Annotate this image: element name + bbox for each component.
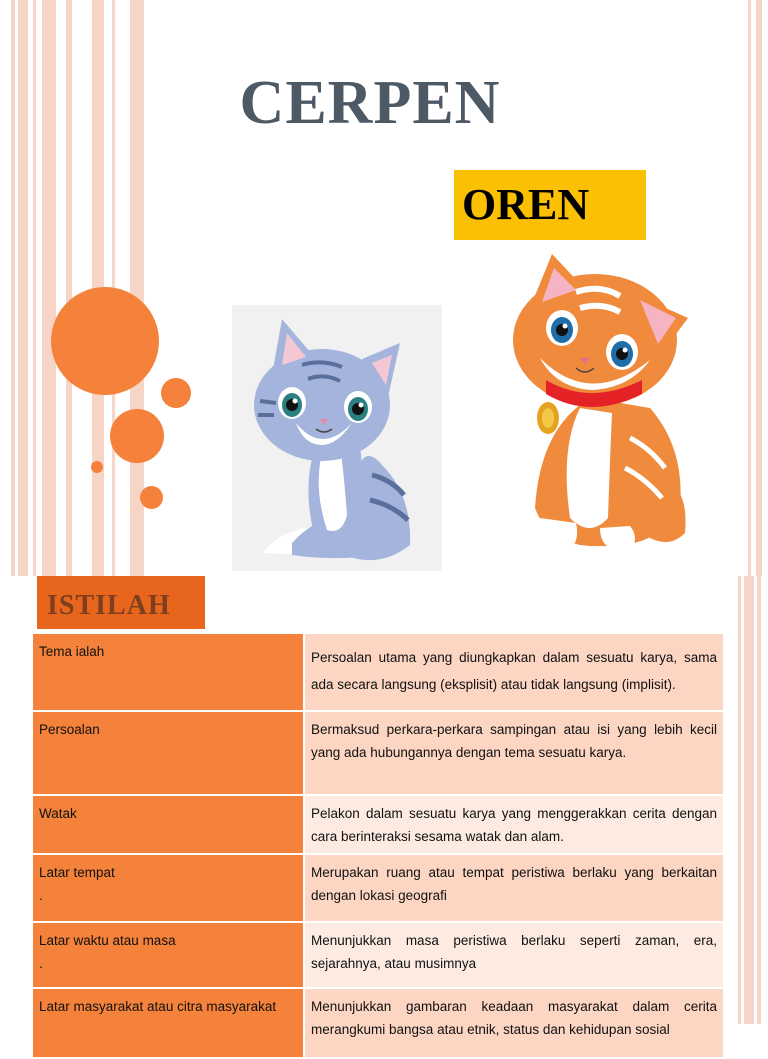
table-row <box>33 711 723 795</box>
table-row <box>33 854 723 922</box>
orange-kitten-with-collar-icon <box>480 248 710 558</box>
slide-istilah <box>0 576 768 1037</box>
term-cell <box>33 711 304 795</box>
decor-stripe <box>738 576 741 1024</box>
decor-stripe <box>756 0 762 576</box>
table-row <box>33 988 723 1058</box>
section-heading-box <box>37 576 205 629</box>
definition-cell <box>304 711 723 795</box>
decor-circle <box>91 461 103 473</box>
term-text: Latar tempat <box>39 865 115 880</box>
definition-cell <box>304 854 723 922</box>
definition-text: Menunjukkan gambaran keadaan masyarakat dalam cerita merangkumi bangsa atau etnik, status dan kehidupan sosial <box>311 999 717 1037</box>
definition-cell <box>304 795 723 854</box>
term-cell <box>33 634 304 711</box>
term-cell <box>33 988 304 1058</box>
definition-text: Menunjukkan masa peristiwa berlaku seperti zaman, era, sejarahnya, atau musimnya <box>311 933 717 971</box>
grey-tabby-kitten-icon <box>232 305 442 571</box>
definition-text: Pelakon dalam sesuatu karya yang menggerakkan cerita dengan cara berinteraksi sesama watak dan alam. <box>311 806 717 844</box>
label-text: OREN <box>462 180 590 229</box>
decor-circle <box>161 378 191 408</box>
table-row <box>33 922 723 988</box>
label-box <box>454 170 646 240</box>
term-cell <box>33 795 304 854</box>
decor-circle <box>110 409 164 463</box>
term-text: Latar masyarakat atau citra masyarakat <box>39 999 277 1014</box>
term-cell <box>33 922 304 988</box>
decor-circle <box>51 287 159 395</box>
definition-cell <box>304 988 723 1058</box>
definition-cell <box>304 922 723 988</box>
table-row <box>33 795 723 854</box>
decor-stripe <box>748 0 751 576</box>
section-heading: ISTILAH <box>47 590 171 621</box>
definition-cell <box>304 634 723 711</box>
decor-circle <box>140 486 163 509</box>
definition-text: Merupakan ruang atau tempat peristiwa berlaku yang berkaitan dengan lokasi geografi <box>311 865 717 903</box>
term-note: . <box>39 956 43 971</box>
term-text: Persoalan <box>39 722 100 737</box>
slide-title: CERPEN <box>239 69 501 137</box>
table-row <box>33 634 723 711</box>
term-text: Tema ialah <box>39 644 105 659</box>
decor-stripe <box>744 576 754 1024</box>
term-note: . <box>39 888 43 903</box>
decor-stripe <box>757 576 761 1024</box>
definition-text: Persoalan utama yang diungkapkan dalam sesuatu karya, sama ada secara langsung (eksplisit) atau tidak langsung (implisit). <box>311 650 717 692</box>
definition-text: Bermaksud perkara-perkara sampingan atau isi yang lebih kecil yang ada hubungannya dengan tema sesuatu karya. <box>311 722 717 760</box>
term-cell <box>33 854 304 922</box>
term-text: Watak <box>39 806 77 821</box>
terms-table <box>33 634 723 1059</box>
term-text: Latar waktu atau masa <box>39 933 176 948</box>
